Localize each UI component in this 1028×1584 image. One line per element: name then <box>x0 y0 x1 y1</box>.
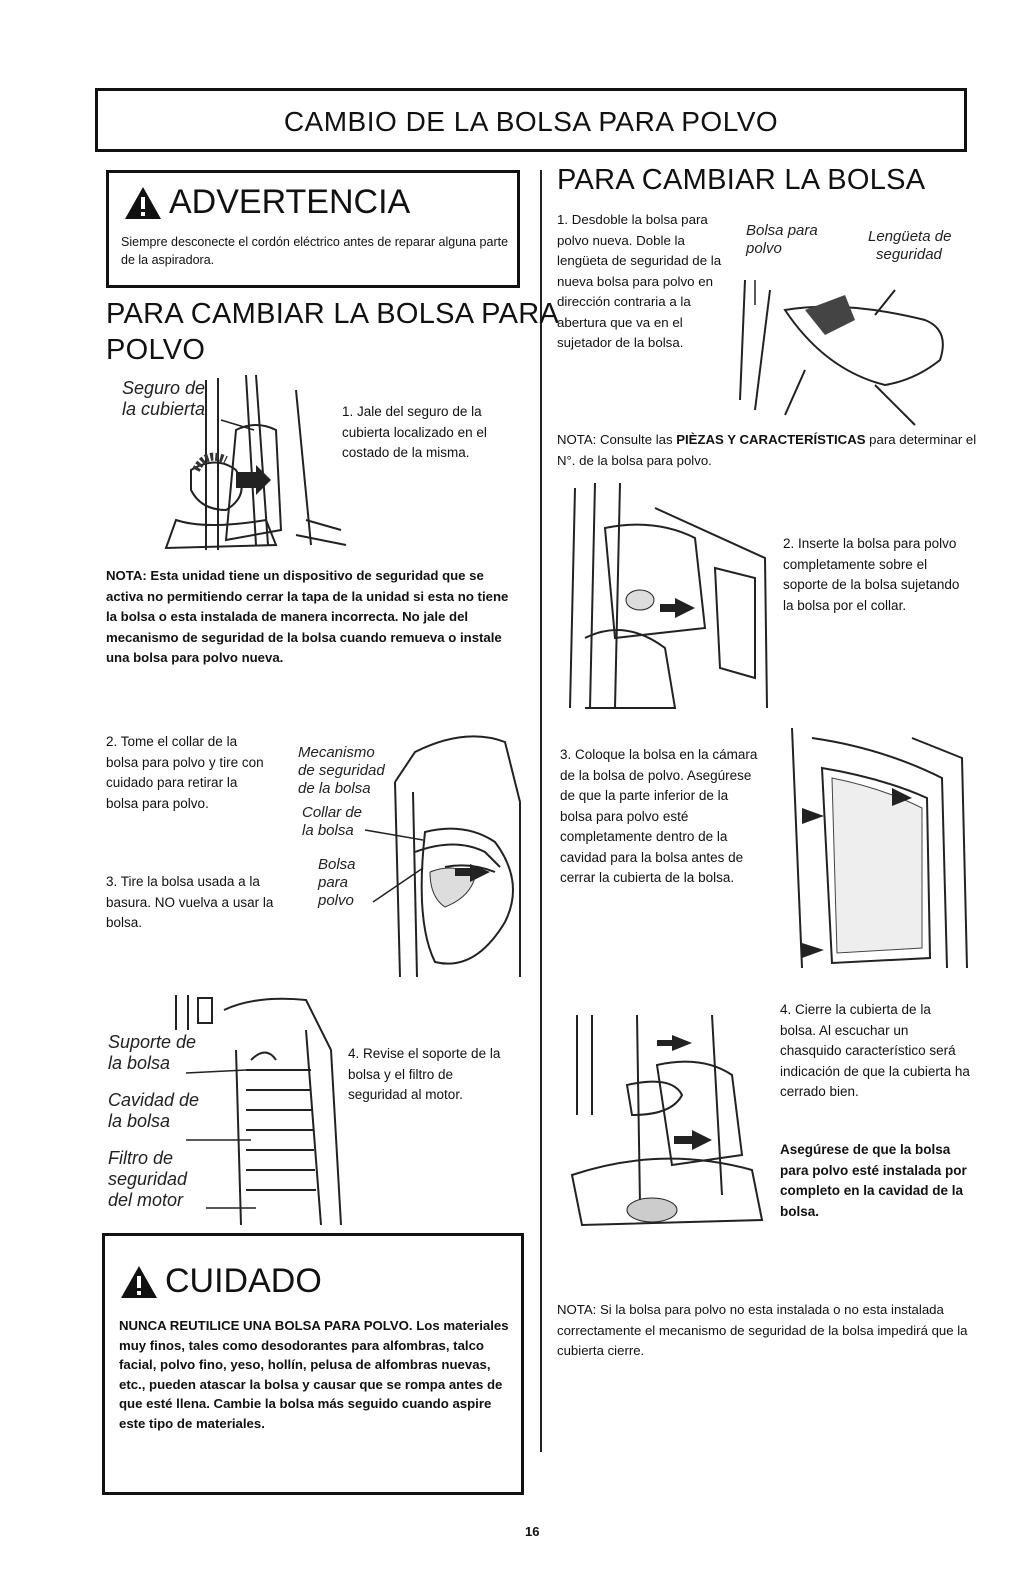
mech-label-line1: Mecanismo <box>298 744 375 761</box>
warning-box <box>106 170 520 288</box>
right-step4-bold: Asegúrese de que la bolsa para polvo esté instalada por completo en la cavidad de la bolsa. <box>780 1142 967 1219</box>
caution-triangle-icon <box>119 1264 159 1300</box>
bag-label-line2: para <box>318 874 349 891</box>
right-bag-label-line2: polvo <box>746 240 782 257</box>
page-title: CAMBIO DE LA BOLSA PARA POLVO <box>283 106 779 137</box>
right-step2: 2. Inserte la bolsa para polvo completamente sobre el soporte de la bolsa sujetando la bolsa por el collar. <box>783 536 960 613</box>
cover-lock-label-line1: Seguro de <box>122 378 206 398</box>
new-bag-illustration <box>725 250 975 430</box>
right-bag-label-line1: Bolsa para <box>746 222 818 239</box>
bag-label-line3: polvo <box>318 892 354 909</box>
cavity-label-line1: Cavidad de <box>108 1090 200 1110</box>
right-step4: 4. Cierre la cubierta de la bolsa. Al escuchar un chasquido característico será indicación de que la cubierta ha cerrado bien. <box>780 1002 970 1099</box>
support-label-line2: la bolsa <box>108 1053 171 1073</box>
nota-parts-prefix: NOTA: Consulte las <box>557 432 677 447</box>
filter-label-line3: del motor <box>108 1190 184 1210</box>
bag-label-line1: Bolsa <box>318 856 356 873</box>
tab-label-line2: seguridad <box>876 246 942 263</box>
right-nota-parts <box>557 430 977 471</box>
caution-text: NUNCA REUTILICE UNA BOLSA PARA POLVO. Los materiales muy finos, tales como desodorantes para alfombras, talco facial, polvo fino, yeso, hollín, pelusa de alfombras nuevas, etc., pueden atascar la bolsa y causar que se rompa antes de que esté llena. Cambie la bolsa más seguido cuando aspire este tipo de materiales. <box>119 1318 509 1431</box>
caution-heading: CUIDADO <box>165 1262 322 1300</box>
tab-label-line1: Lengüeta de <box>868 228 952 245</box>
filter-label-line2: seguridad <box>108 1169 188 1189</box>
right-heading: PARA CAMBIAR LA BOLSA <box>557 164 926 196</box>
collar-label-line1: Collar de <box>302 804 363 821</box>
left-nota-safety: NOTA: Esta unidad tiene un dispositivo de seguridad que se activa no permitiendo cerrar la tapa de la unidad si esta no tiene la bolsa o esta instalada de manera incorrecta. No jale del mecanismo de seguridad de la bolsa cuando remueva o instale una bolsa para polvo nueva. <box>106 568 509 665</box>
warning-triangle-icon <box>123 185 163 221</box>
page-title-box <box>95 88 967 152</box>
right-step1: 1. Desdoble la bolsa para polvo nueva. Doble la lengüeta de seguridad de la nueva bolsa para polvo en dirección contraria a la abertura que va en el sujetador de la bolsa. <box>557 212 722 350</box>
right-step3: 3. Coloque la bolsa en la cámara de la bolsa de polvo. Asegúrese de que la parte inferior de la bolsa para polvo esté completamente dentro de la cavidad para la bolsa antes de cerrar la cubierta de la bolsa. <box>560 747 758 885</box>
place-bag-illustration <box>762 718 977 973</box>
mech-label-line2: de seguridad <box>298 762 385 779</box>
right-nota-final: NOTA: Si la bolsa para polvo no esta instalada o no esta instalada correctamente el mecanismo de seguridad de la bolsa impedirá que la cubierta cierre. <box>557 1302 968 1358</box>
left-step2: 2. Tome el collar de la bolsa para polvo y tire con cuidado para retirar la bolsa para polvo. <box>106 734 264 811</box>
mech-label-line3: de la bolsa <box>298 780 371 797</box>
cavity-label-line2: la bolsa <box>108 1111 171 1131</box>
caution-box <box>102 1233 524 1495</box>
left-step1: 1. Jale del seguro de la cubierta localizado en el costado de la misma. <box>342 404 487 460</box>
nota-parts-suffix: para determinar el N°. de la bolsa para polvo. <box>557 432 977 468</box>
cover-lock-label-line2: la cubierta <box>122 399 206 419</box>
caution-heading-row <box>119 1262 322 1301</box>
support-label-line1: Suporte de <box>108 1032 197 1052</box>
page-number: 16 <box>525 1524 540 1539</box>
collar-label-line2: la bolsa <box>302 822 354 839</box>
left-step3: 3. Tire la bolsa usada a la basura. NO vuelva a usar la bolsa. <box>106 874 274 930</box>
left-heading-line1: PARA CAMBIAR LA BOLSA PARA <box>106 298 560 330</box>
column-divider <box>540 170 542 1452</box>
filter-label-line1: Filtro de <box>108 1148 174 1168</box>
left-heading-line2: POLVO <box>106 334 206 366</box>
insert-bag-illustration <box>555 478 775 710</box>
warning-heading-row <box>123 183 410 222</box>
left-step4: 4. Revise el soporte de la bolsa y el filtro de seguridad al motor. <box>348 1046 501 1102</box>
warning-heading: ADVERTENCIA <box>169 183 411 221</box>
close-cover-illustration <box>562 1005 777 1230</box>
warning-text: Siempre desconecte el cordón eléctrico antes de reparar alguna parte de la aspiradora. <box>121 235 509 267</box>
nota-parts-bold: PIÈZAS Y CARACTERÍSTICAS <box>676 432 866 447</box>
